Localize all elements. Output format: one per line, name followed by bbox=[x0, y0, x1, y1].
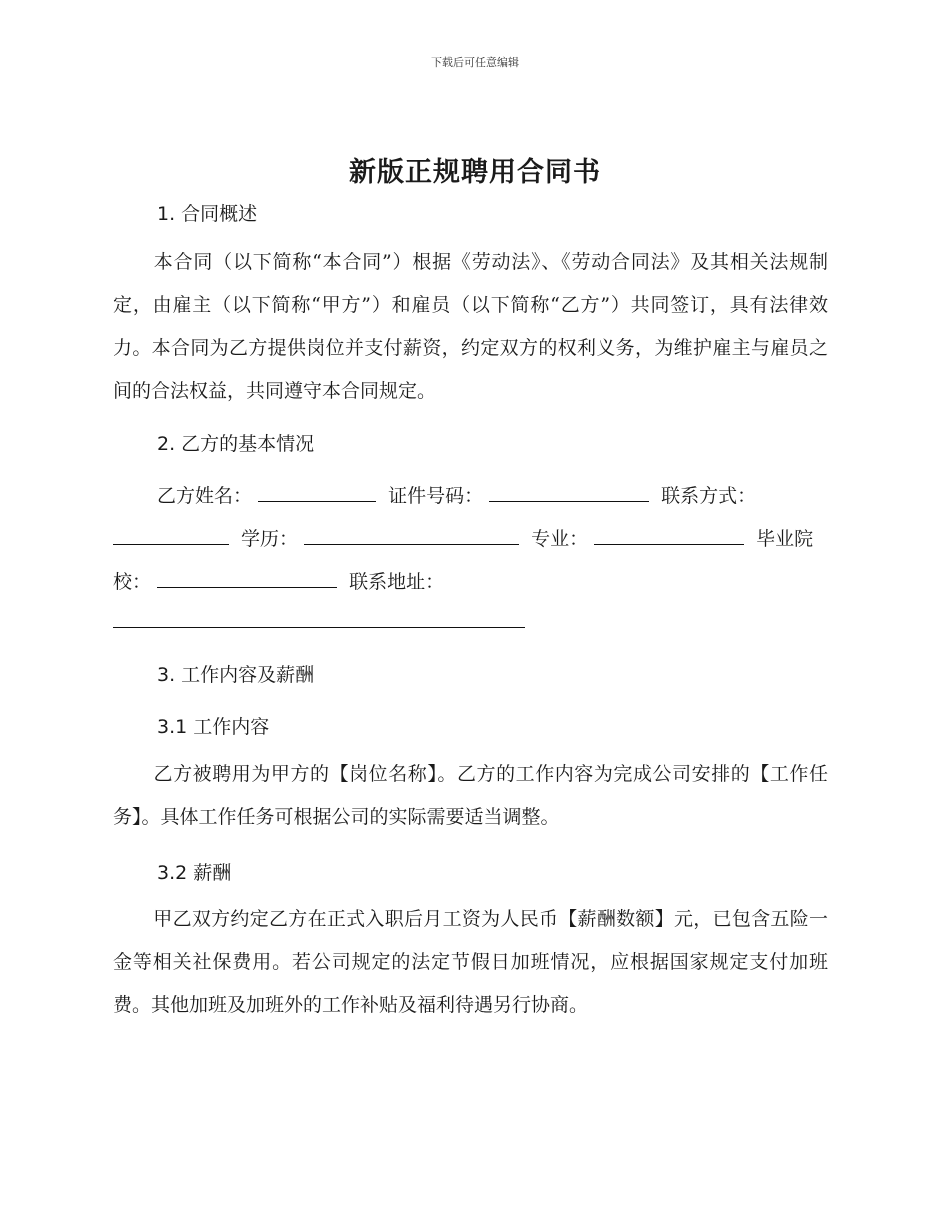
id-number-blank[interactable] bbox=[489, 483, 649, 502]
section-3-2-heading: 3.2 薪酬 bbox=[157, 862, 232, 884]
address-label: 联系地址： bbox=[349, 571, 445, 593]
school-label-b: 校： bbox=[113, 571, 152, 593]
document-title: 新版正规聘用合同书 bbox=[349, 157, 601, 188]
name-label: 乙方姓名： bbox=[157, 485, 253, 507]
major-label: 专业： bbox=[531, 528, 589, 550]
name-blank[interactable] bbox=[258, 483, 376, 502]
section-1-text: 本合同（以下简称“本合同”）根据《劳动法》、《劳动合同法》及其相关法规制定，由雇主（以下简称“甲方”）和雇员（以下简称“乙方”）共同签订，具有法律效力。本合同为乙方提供岗位并支付薪资，约定双方的权利义务，为维护雇主与雇员之间的合法权益，共同遵守本合同规定。 bbox=[113, 251, 828, 402]
id-number-label: 证件号码： bbox=[388, 485, 484, 507]
section-3-1-text: 乙方被聘用为甲方的【岗位名称】。乙方的工作内容为完成公司安排的【工作任务】。具体工作任务可根据公司的实际需要适当调整。 bbox=[113, 763, 828, 828]
section-1-body bbox=[113, 241, 828, 413]
major-blank[interactable] bbox=[594, 526, 744, 545]
section-1-heading: 1. 合同概述 bbox=[157, 203, 258, 225]
school-label-a: 毕业院 bbox=[756, 528, 814, 550]
contact-label: 联系方式： bbox=[661, 485, 757, 507]
contact-blank[interactable] bbox=[113, 526, 229, 545]
section-3-2-body bbox=[113, 898, 828, 1027]
section-3-1-body bbox=[113, 753, 828, 839]
education-label: 学历： bbox=[241, 528, 299, 550]
info-line-3 bbox=[113, 567, 444, 594]
section-3-1-heading: 3.1 工作内容 bbox=[157, 716, 270, 738]
section-2-heading: 2. 乙方的基本情况 bbox=[157, 433, 315, 455]
school-blank[interactable] bbox=[157, 569, 337, 588]
header-note: 下载后可任意编辑 bbox=[431, 56, 519, 69]
section-3-heading: 3. 工作内容及薪酬 bbox=[157, 664, 315, 686]
info-line-2 bbox=[113, 524, 813, 551]
section-3-2-text: 甲乙双方约定乙方在正式入职后月工资为人民币【薪酬数额】元，已包含五险一金等相关社保费用。若公司规定的法定节假日加班情况，应根据国家规定支付加班费。其他加班及加班外的工作补贴及福利待遇另行协商。 bbox=[113, 908, 828, 1016]
address-blank[interactable] bbox=[113, 627, 525, 628]
education-blank[interactable] bbox=[304, 526, 519, 545]
info-line-1 bbox=[157, 481, 756, 508]
